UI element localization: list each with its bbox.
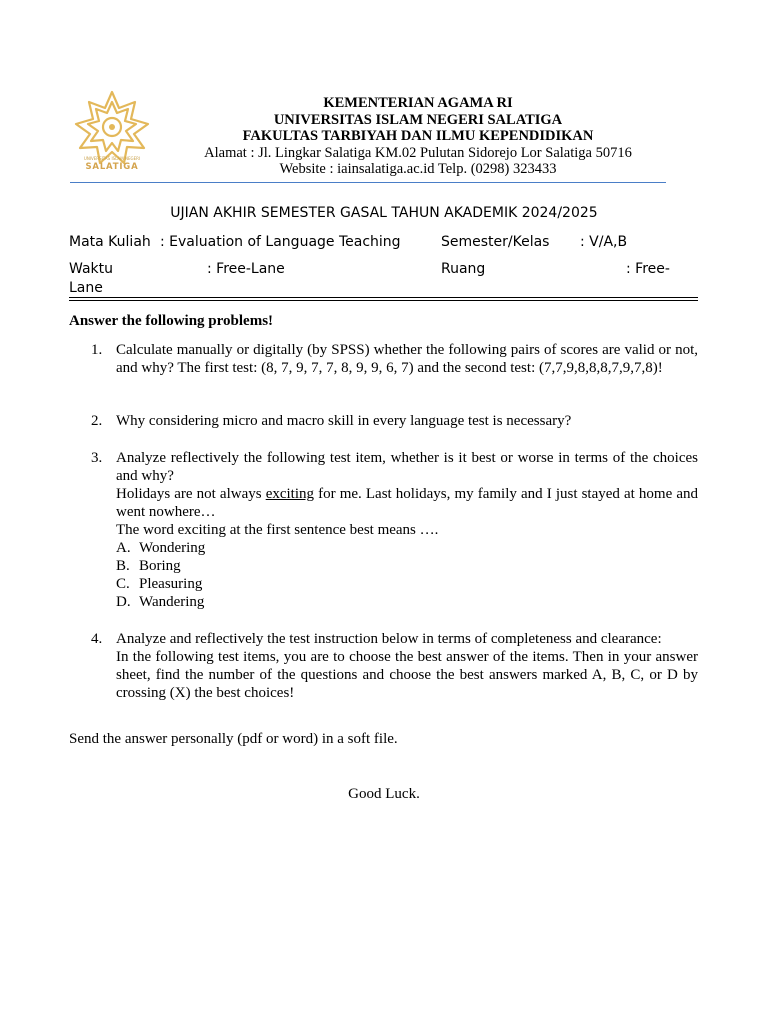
header-website: Website : iainsalatiga.ac.id Telp. (0298) 323433 xyxy=(279,161,557,177)
salatiga-university-logo xyxy=(68,86,156,174)
question-text: Analyze reflectively the following test item, whether is it best or worse in terms of the choices and why? xyxy=(116,450,698,484)
question-4 xyxy=(91,630,698,702)
section-divider-top xyxy=(69,297,698,298)
question-number: 1. xyxy=(91,342,103,358)
question-number: 4. xyxy=(91,631,103,647)
header-university: UNIVERSITAS ISLAM NEGERI SALATIGA xyxy=(273,111,563,128)
question-text: Analyze and reflectively the test instruction below in terms of completeness and clearance: xyxy=(116,631,662,647)
closing-note: Send the answer personally (pdf or word) in a soft file. xyxy=(69,731,398,747)
option-a: A. Wondering xyxy=(116,540,206,556)
question-3 xyxy=(91,449,698,611)
header-faculty: FAKULTAS TARBIYAH DAN ILMU KEPENDIDIKAN xyxy=(242,128,594,144)
question-passage: Holidays are not always exciting for me. Last holidays, my family and I just stayed at home and went nowhere… xyxy=(116,486,699,520)
instruction-heading: Answer the following problems! xyxy=(69,313,274,329)
room-value-continued: Lane xyxy=(69,280,103,296)
room-label: Ruang xyxy=(441,261,486,277)
header-divider xyxy=(70,182,666,183)
institution-header xyxy=(170,95,666,178)
underlined-word: exciting xyxy=(265,486,315,502)
logo-subtext: UNIVERSITAS ISLAM NEGERI xyxy=(83,156,141,161)
header-address: Alamat : Jl. Lingkar Salatiga KM.02 Pulutan Sidorejo Lor Salatiga 50716 xyxy=(204,144,632,161)
course-label: Mata Kuliah xyxy=(69,234,151,250)
time-value: : Free-Lane xyxy=(207,261,285,277)
question-number: 2. xyxy=(91,413,103,429)
good-luck: Good Luck. xyxy=(348,786,420,802)
question-1 xyxy=(91,341,698,377)
question-text: Calculate manually or digitally (by SPSS) whether the following pairs of scores are valid or not, and why? The first test: (8, 7, 9, 7, 7, 8, 9, 9, 6, 7) and the second test: (7,7,9,8,8,8,7,9,7,8)! xyxy=(116,342,698,376)
question-2 xyxy=(91,412,698,430)
room-value: : Free- xyxy=(626,261,670,277)
header-ministry: KEMENTERIAN AGAMA RI xyxy=(323,95,513,111)
section-divider-bottom xyxy=(69,300,698,301)
question-number: 3. xyxy=(91,450,103,466)
logo-text: SALATIGA xyxy=(85,162,139,172)
option-b: B. Boring xyxy=(116,558,181,574)
exam-title: UJIAN AKHIR SEMESTER GASAL TAHUN AKADEMIK 2024/2025 xyxy=(170,205,598,221)
option-d: D. Wandering xyxy=(116,594,205,610)
question-stem: The word exciting at the first sentence best means …. xyxy=(116,522,439,538)
semester-label: Semester/Kelas xyxy=(441,234,550,250)
option-c: C. Pleasuring xyxy=(116,576,203,592)
quoted-instruction: In the following test items, you are to choose the best answer of the items. Then in your answer sheet, find the number of the questions and choose the best answers marked A, B, C, or D by crossing (X) the best choices! xyxy=(116,649,698,701)
question-text: Why considering micro and macro skill in every language test is necessary? xyxy=(116,413,572,429)
semester-value: : V/A,B xyxy=(580,234,628,250)
time-label: Waktu xyxy=(69,261,113,277)
course-value: : Evaluation of Language Teaching xyxy=(160,234,401,250)
